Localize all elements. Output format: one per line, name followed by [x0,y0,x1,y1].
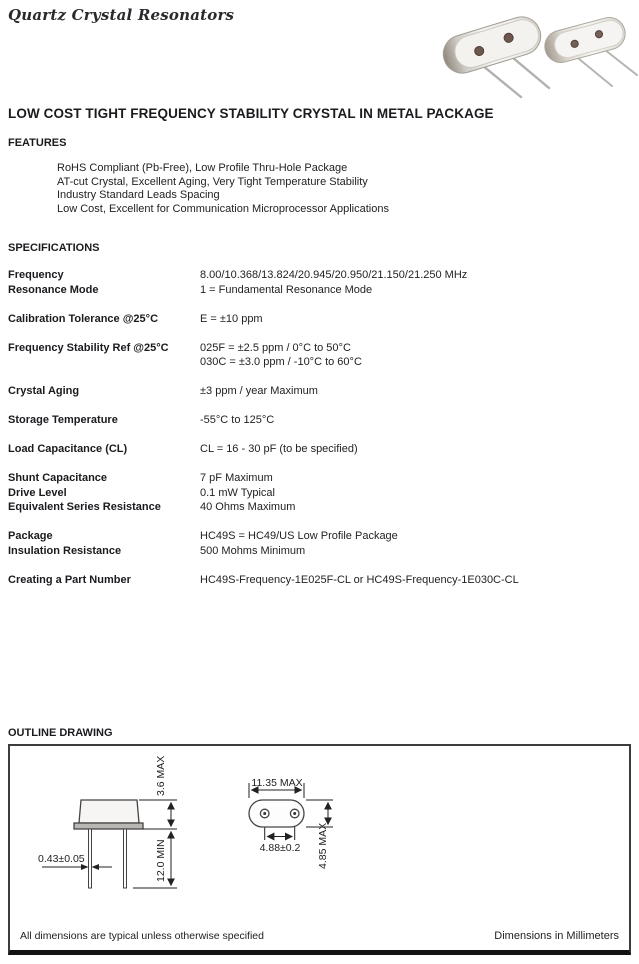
table-row [8,544,632,559]
spec-value: 500 Mohms Minimum [200,544,306,557]
spec-label: Package [8,530,53,542]
spec-value: -55°C to 125°C [200,414,275,426]
spec-label: Creating a Part Number [8,573,131,586]
feature-item: Low Cost, Excellent for Communication Microprocessor Applications [57,202,389,215]
table-row [8,312,632,327]
spec-label: Resonance Mode [8,283,99,296]
drawing-note-left: All dimensions are typical unless otherwise specified [20,930,264,942]
spec-label: Load Capacitance (CL) [8,443,128,455]
spec-value: 7 pF Maximum [200,472,273,484]
spec-label: Frequency [8,269,64,281]
crystal-photo-illustration [415,5,639,100]
table-row [8,486,632,501]
spec-value: 025F = ±2.5 ppm / 0°C to 50°C [200,341,351,354]
outline-drawing-box [8,744,631,955]
crystal-can-outline [79,800,139,823]
dim-label-body-height: 3.6 MAX [155,756,167,796]
spec-label: Calibration Tolerance @25°C [8,312,159,325]
dim-label-lead-diameter: 0.43±0.05 [38,853,85,865]
drawing-note-right: Dimensions in Millimeters [494,930,619,942]
specifications-heading: SPECIFICATIONS [8,242,100,254]
page-title: Quartz Crystal Resonators [8,6,235,24]
table-row [8,500,632,515]
spec-value: HC49S-Frequency-1E025F-CL or HC49S-Frequency-1E030C-CL [200,573,519,586]
table-row [8,355,632,370]
table-row [8,442,632,457]
crystal-lead [124,829,127,888]
spec-value: ±3 ppm / year Maximum [200,385,318,397]
spec-label: Shunt Capacitance [8,472,108,484]
spec-value: E = ±10 ppm [200,312,263,325]
table-row [8,471,632,486]
feature-item: Industry Standard Leads Spacing [57,189,220,201]
spec-label [8,355,200,370]
crystal-top-outline [249,800,304,827]
product-photo [415,5,639,100]
table-row [8,384,632,399]
table-row [8,268,632,283]
table-row [8,341,632,356]
table-row [8,413,632,428]
dim-label-lead-spacing: 4.88±0.2 [259,842,301,854]
spec-value: 030C = ±3.0 ppm / -10°C to 60°C [200,356,362,368]
specifications-table [8,268,632,587]
outline-drawing-heading: OUTLINE DRAWING [8,727,113,739]
crystal-body-left [439,12,546,78]
spec-value: CL = 16 - 30 pF (to be specified) [200,443,358,455]
table-row [8,283,632,298]
spec-label: Insulation Resistance [8,544,122,557]
features-list [57,162,389,216]
spec-label: Storage Temperature [8,414,118,426]
spec-value: 0.1 mW Typical [200,486,275,499]
crystal-base-flange [74,823,143,829]
spec-value: 40 Ohms Maximum [200,501,296,513]
spec-label: Drive Level [8,486,67,499]
dim-label-body-width: 11.35 MAX [251,777,303,789]
dim-label-lead-length: 12.0 MIN [155,839,167,882]
spec-label: Equivalent Series Resistance [8,501,161,513]
crystal-lead [89,829,92,888]
spec-value: 8.00/10.368/13.824/20.945/20.950/21.150/21.250 MHz [200,269,468,281]
spec-label: Crystal Aging [8,385,80,397]
main-heading: LOW COST TIGHT FREQUENCY STABILITY CRYSTAL IN METAL PACKAGE [8,106,494,121]
crystal-side-view-drawing [30,756,240,924]
table-row [8,529,632,544]
crystal-top-view-drawing [240,769,370,884]
table-row [8,573,632,588]
dim-label-body-depth: 4.85 MAX [317,822,329,869]
spec-value: HC49S = HC49/US Low Profile Package [200,530,398,542]
spec-value: 1 = Fundamental Resonance Mode [200,283,373,296]
spec-label: Frequency Stability Ref @25°C [8,341,169,354]
features-heading: FEATURES [8,137,67,149]
feature-item: AT-cut Crystal, Excellent Aging, Very Tight Temperature Stability [57,175,368,188]
feature-item: RoHS Compliant (Pb-Free), Low Profile Thru-Hole Package [57,162,348,174]
